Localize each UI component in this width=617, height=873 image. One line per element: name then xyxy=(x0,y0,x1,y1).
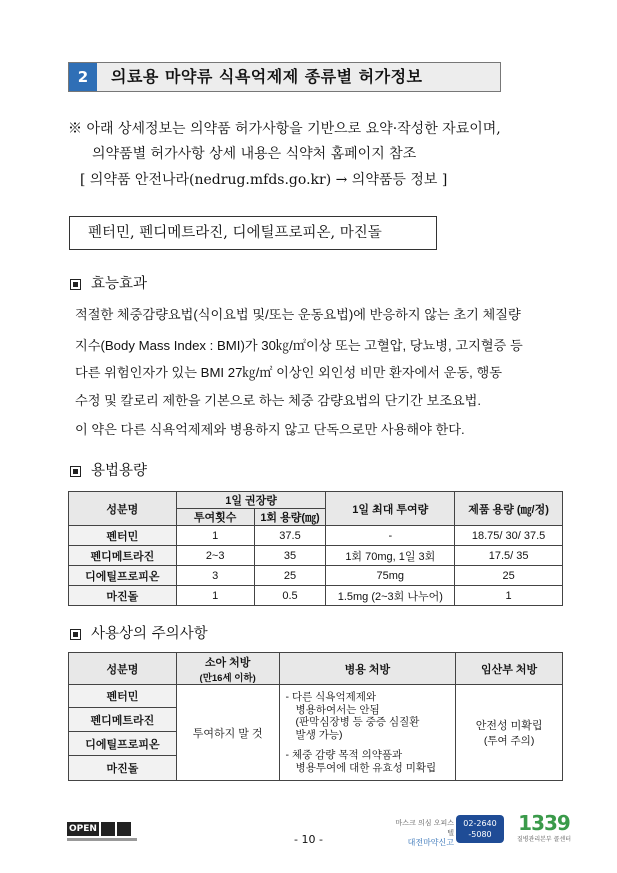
note-line-2: 의약품별 허가사항 상세 내용은 식약처 홈페이지 참조 xyxy=(92,146,417,162)
combo-line: (판막심장병 등 중증 심질환 xyxy=(295,716,420,728)
cell-per-dose: 35 xyxy=(254,546,326,566)
cell-max: 75mg xyxy=(326,566,455,586)
pregnancy-line-1: 안전성 미확립 xyxy=(475,720,543,732)
header-daily-recommended: 1일 권장량 xyxy=(176,492,326,509)
hotline-logo xyxy=(514,812,574,843)
square-bullet-icon xyxy=(70,629,81,640)
open-label: OPEN xyxy=(67,822,99,836)
header-child-sub: (만16세 이하) xyxy=(199,672,256,684)
ingredient-name: 펜디메트라진 xyxy=(69,546,177,566)
ingredient-name: 펜디메트라진 xyxy=(69,708,177,732)
cell-times: 3 xyxy=(176,566,254,586)
cell-times: 1 xyxy=(176,526,254,546)
report-line-2: 대전마약신고 xyxy=(407,838,454,847)
phone-line-1: 02-2640 xyxy=(463,819,497,828)
cell-per-dose: 37.5 xyxy=(254,526,326,546)
header-times: 투여횟수 xyxy=(176,509,254,526)
note-line-1: ※ 아래 상세정보는 의약품 허가사항을 기반으로 요약·작성한 자료이며, xyxy=(68,121,501,137)
dosage-heading xyxy=(70,459,147,480)
hotline-subtitle: 질병관리본부 콜센터 xyxy=(516,836,572,843)
section-header xyxy=(68,62,501,92)
section-title: 의료용 마약류 식욕억제제 종류별 허가정보 xyxy=(111,67,423,86)
cell-pregnancy xyxy=(456,685,563,781)
header-per-dose: 1회 용량(㎎) xyxy=(254,509,326,526)
cell-product: 1 xyxy=(455,586,563,606)
note-line-3: [ 의약품 안전나라(nedrug.mfds.go.kr) → 의약품등 정보 ] xyxy=(80,172,448,188)
square-bullet-icon xyxy=(70,279,81,290)
section-number: 2 xyxy=(69,63,97,91)
page-number: - 10 - xyxy=(294,833,323,846)
table-row xyxy=(69,566,563,586)
report-line-1: 마스크 의심 오피스텔 xyxy=(395,819,454,837)
dosage-heading-text: 용법용량 xyxy=(91,463,148,479)
products-box: 펜터민, 펜디메트라진, 디에틸프로피온, 마진돌 xyxy=(69,216,437,250)
cell-combo xyxy=(279,685,456,781)
efficacy-line-3: 다른 위험인자가 있는 BMI 27㎏/㎡ 이상인 외인성 비만 환자에서 운동, 행동 xyxy=(75,365,502,380)
cell-times: 2~3 xyxy=(176,546,254,566)
ingredient-name: 디에틸프로피온 xyxy=(69,566,177,586)
header-child-label: 소아 처방 xyxy=(204,656,251,669)
efficacy-heading-text: 효능효과 xyxy=(91,276,148,292)
ingredient-name: 마진돌 xyxy=(69,756,177,781)
combo-line: - 체중 감량 목적 의약품과 xyxy=(285,749,403,761)
combo-line: 병용투여에 대한 유효성 미확립 xyxy=(295,761,437,774)
cell-per-dose: 0.5 xyxy=(254,586,326,606)
efficacy-line-2: 지수(Body Mass Index : BMI)가 30㎏/㎡이상 또는 고혈압, 당뇨병, 고지혈증 등 xyxy=(75,338,523,353)
efficacy-heading xyxy=(70,272,147,293)
dosage-table xyxy=(68,491,563,606)
table-row xyxy=(69,685,563,708)
ingredient-name: 펜터민 xyxy=(69,526,177,546)
efficacy-line-4: 수정 및 칼로리 제한을 기본으로 하는 체중 감량요법의 단기간 보조요법. xyxy=(75,393,482,408)
square-bullet-icon xyxy=(70,466,81,477)
cell-per-dose: 25 xyxy=(254,566,326,586)
combo-line: 발생 가능) xyxy=(295,728,343,741)
table-row xyxy=(69,586,563,606)
cell-times: 1 xyxy=(176,586,254,606)
header-ingredient: 성분명 xyxy=(69,492,177,526)
cell-product: 17.5/ 35 xyxy=(455,546,563,566)
cell-product: 25 xyxy=(455,566,563,586)
cell-child: 투여하지 말 것 xyxy=(176,685,279,781)
table-row xyxy=(69,526,563,546)
cell-max: 1.5mg (2~3회 나누어) xyxy=(326,586,455,606)
header-child xyxy=(176,653,279,685)
header-combo: 병용 처방 xyxy=(279,653,456,685)
precautions-table xyxy=(68,652,563,781)
cell-max: 1회 70mg, 1일 3회 xyxy=(326,546,455,566)
precautions-heading xyxy=(70,622,208,643)
header-product-dose: 제품 용량 (㎎/정) xyxy=(455,492,563,526)
report-phone-badge xyxy=(456,815,504,843)
header-pregnancy: 임산부 처방 xyxy=(456,653,563,685)
cell-max: - xyxy=(326,526,455,546)
cell-product: 18.75/ 30/ 37.5 xyxy=(455,526,563,546)
ingredient-name: 마진돌 xyxy=(69,586,177,606)
hotline-number: 1339 xyxy=(518,811,570,835)
pregnancy-line-2: (투여 주의) xyxy=(483,735,535,747)
combo-line: - 다른 식욕억제제와 xyxy=(285,691,377,703)
ingredient-name: 디에틸프로피온 xyxy=(69,732,177,756)
ingredient-name: 펜터민 xyxy=(69,685,177,708)
efficacy-line-5: 이 약은 다른 식욕억제제와 병용하지 않고 단독으로만 사용해야 한다. xyxy=(75,422,465,437)
report-text xyxy=(392,818,454,848)
header-daily-max: 1일 최대 투여량 xyxy=(326,492,455,526)
precautions-heading-text: 사용상의 주의사항 xyxy=(91,626,208,642)
combo-line: 병용하여서는 안됨 xyxy=(295,703,380,716)
phone-line-2: -5080 xyxy=(468,830,492,839)
table-row xyxy=(69,546,563,566)
efficacy-line-1: 적절한 체중감량요법(식이요법 및/또는 운동요법)에 반응하지 않는 초기 체질량 xyxy=(75,307,521,322)
header-ingredient: 성분명 xyxy=(69,653,177,685)
